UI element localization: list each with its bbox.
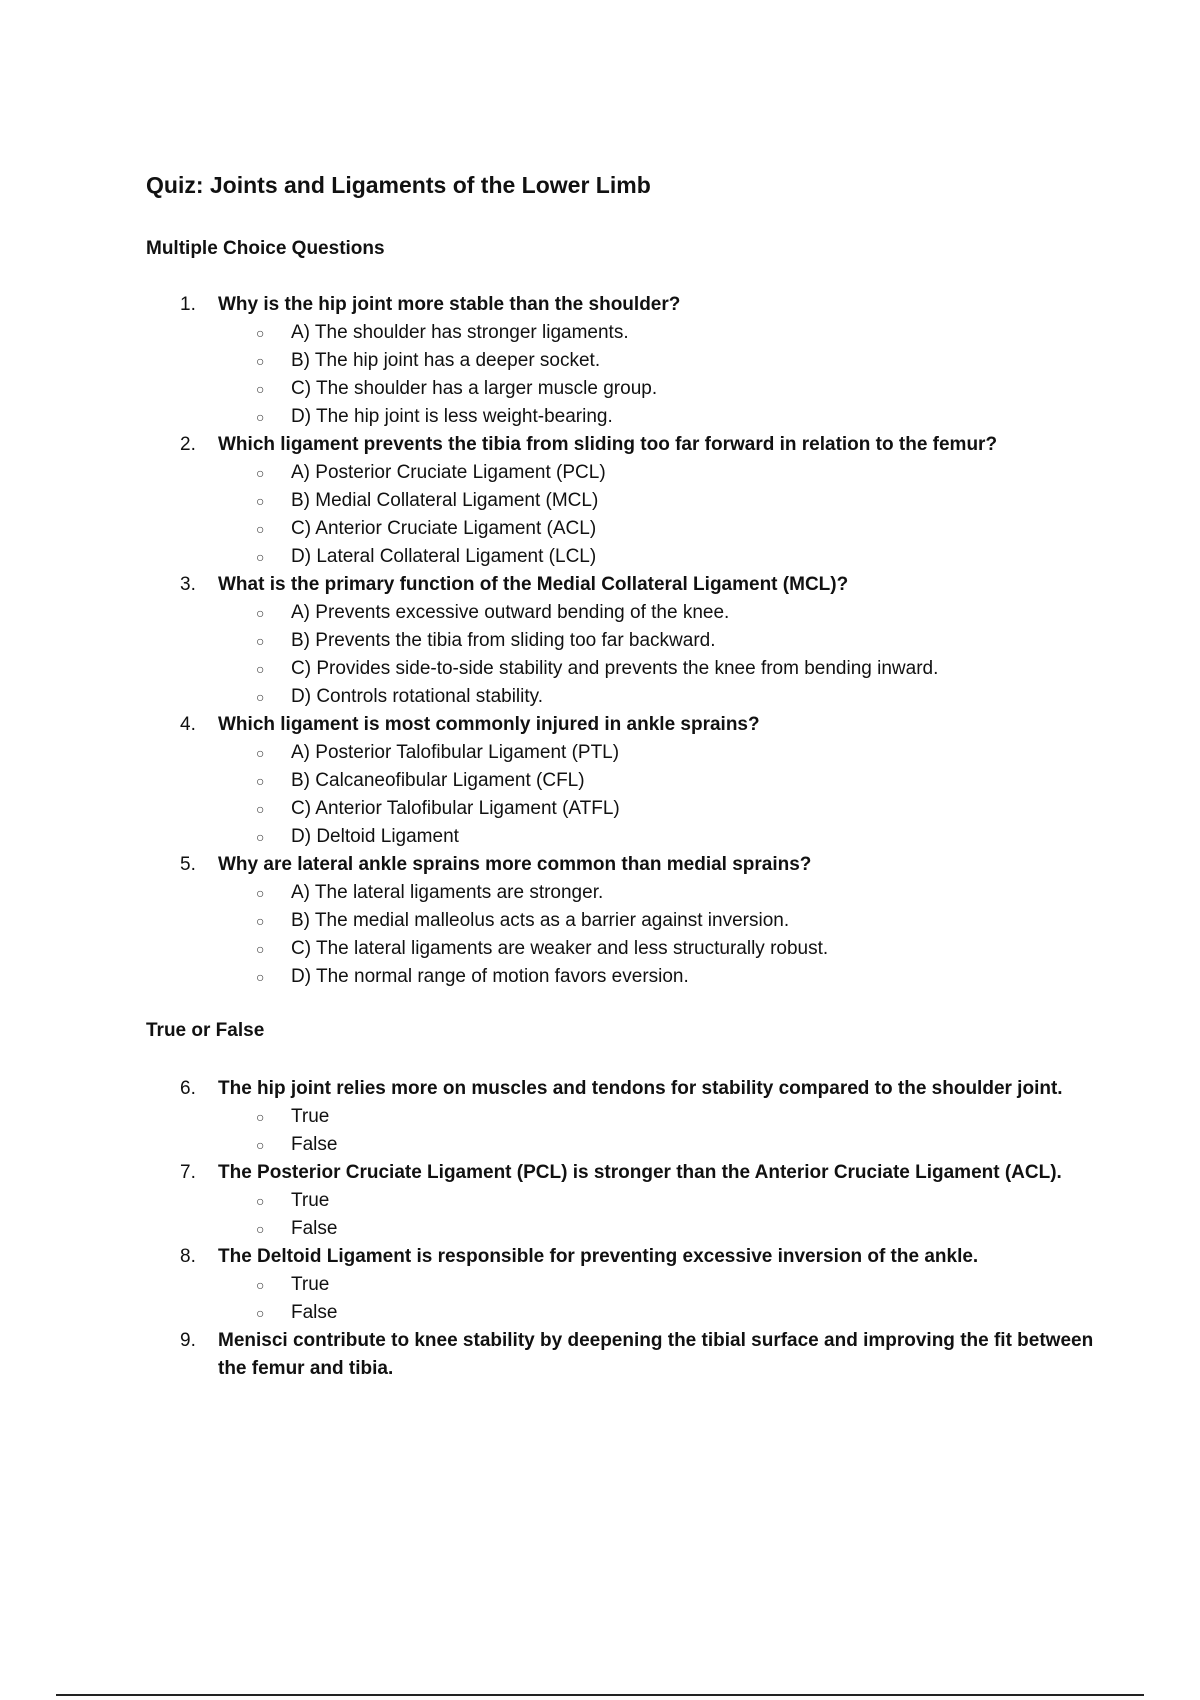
answer-option-text: True	[291, 1106, 330, 1127]
question-item	[0, 1243, 1098, 1271]
answer-options	[0, 1187, 1200, 1243]
answer-option	[0, 459, 1200, 487]
answer-option-text: B) Calcaneofibular Ligament (CFL)	[291, 770, 585, 791]
hollow-circle-bullet-icon: ○	[256, 913, 265, 929]
answer-option	[0, 1215, 1200, 1243]
hollow-circle-bullet-icon: ○	[256, 745, 265, 761]
question-number: 9.	[180, 1330, 196, 1351]
question-number: 7.	[180, 1162, 196, 1183]
answer-option	[0, 795, 1200, 823]
answer-option	[0, 935, 1200, 963]
answer-option-text: D) Controls rotational stability.	[291, 686, 544, 707]
hollow-circle-bullet-icon: ○	[256, 829, 265, 845]
answer-option	[0, 599, 1200, 627]
answer-option-text: False	[291, 1302, 338, 1323]
hollow-circle-bullet-icon: ○	[256, 605, 265, 621]
section-heading-true-false: True or False	[146, 1020, 265, 1041]
answer-options	[0, 1271, 1200, 1327]
answer-option	[0, 907, 1200, 935]
question-number: 3.	[180, 574, 196, 595]
answer-option	[0, 319, 1200, 347]
hollow-circle-bullet-icon: ○	[256, 549, 265, 565]
question-item	[0, 431, 1098, 459]
question-item	[0, 291, 1098, 319]
answer-option-text: False	[291, 1134, 338, 1155]
question-item	[0, 1327, 1098, 1383]
answer-option	[0, 1103, 1200, 1131]
question-text: Menisci contribute to knee stability by deepening the tibial surface and improving the fit between the femur and tibia.	[218, 1330, 1094, 1379]
answer-option-text: C) Provides side-to-side stability and prevents the knee from bending inward.	[291, 658, 939, 679]
answer-option-text: A) Posterior Cruciate Ligament (PCL)	[291, 462, 606, 483]
answer-options	[0, 319, 1200, 431]
hollow-circle-bullet-icon: ○	[256, 325, 265, 341]
hollow-circle-bullet-icon: ○	[256, 1137, 265, 1153]
answer-option	[0, 683, 1200, 711]
answer-option	[0, 487, 1200, 515]
answer-option	[0, 515, 1200, 543]
answer-option	[0, 739, 1200, 767]
answer-option	[0, 375, 1200, 403]
question-item	[0, 711, 1098, 739]
answer-option	[0, 347, 1200, 375]
hollow-circle-bullet-icon: ○	[256, 1109, 265, 1125]
answer-option	[0, 767, 1200, 795]
answer-option-text: A) Posterior Talofibular Ligament (PTL)	[291, 742, 620, 763]
answer-option-text: C) Anterior Cruciate Ligament (ACL)	[291, 518, 597, 539]
hollow-circle-bullet-icon: ○	[256, 1221, 265, 1237]
answer-options	[0, 879, 1200, 991]
hollow-circle-bullet-icon: ○	[256, 1277, 265, 1293]
answer-options	[0, 1103, 1200, 1159]
answer-option-text: D) Deltoid Ligament	[291, 826, 459, 847]
hollow-circle-bullet-icon: ○	[256, 689, 265, 705]
hollow-circle-bullet-icon: ○	[256, 885, 265, 901]
question-item	[0, 571, 1098, 599]
answer-option-text: D) The normal range of motion favors eversion.	[291, 966, 689, 987]
answer-option-text: B) Medial Collateral Ligament (MCL)	[291, 490, 599, 511]
answer-options	[0, 459, 1200, 571]
hollow-circle-bullet-icon: ○	[256, 969, 265, 985]
hollow-circle-bullet-icon: ○	[256, 381, 265, 397]
answer-option	[0, 655, 1200, 683]
question-text: The Posterior Cruciate Ligament (PCL) is stronger than the Anterior Cruciate Ligament (ACL).	[218, 1162, 1062, 1183]
answer-option-text: C) Anterior Talofibular Ligament (ATFL)	[291, 798, 620, 819]
question-number: 6.	[180, 1078, 196, 1099]
answer-option	[0, 1131, 1200, 1159]
question-number: 5.	[180, 854, 196, 875]
section-heading-multiple-choice: Multiple Choice Questions	[146, 238, 385, 259]
answer-option-text: B) The medial malleolus acts as a barrier against inversion.	[291, 910, 790, 931]
hollow-circle-bullet-icon: ○	[256, 493, 265, 509]
question-item	[0, 1159, 1098, 1187]
answer-option-text: D) The hip joint is less weight-bearing.	[291, 406, 613, 427]
answer-option-text: B) Prevents the tibia from sliding too far backward.	[291, 630, 716, 651]
hollow-circle-bullet-icon: ○	[256, 633, 265, 649]
answer-option-text: True	[291, 1190, 330, 1211]
answer-option-text: C) The shoulder has a larger muscle group.	[291, 378, 658, 399]
page-bottom-rule	[56, 1694, 1144, 1696]
hollow-circle-bullet-icon: ○	[256, 465, 265, 481]
answer-option-text: A) The shoulder has stronger ligaments.	[291, 322, 629, 343]
answer-option	[0, 543, 1200, 571]
hollow-circle-bullet-icon: ○	[256, 409, 265, 425]
answer-option	[0, 823, 1200, 851]
answer-option-text: A) Prevents excessive outward bending of the knee.	[291, 602, 730, 623]
question-text: Why are lateral ankle sprains more common than medial sprains?	[218, 854, 812, 875]
question-text: Which ligament is most commonly injured in ankle sprains?	[218, 714, 760, 735]
multiple-choice-list	[0, 291, 1200, 991]
question-text: The Deltoid Ligament is responsible for preventing excessive inversion of the ankle.	[218, 1246, 979, 1267]
answer-option-text: C) The lateral ligaments are weaker and less structurally robust.	[291, 938, 829, 959]
hollow-circle-bullet-icon: ○	[256, 1193, 265, 1209]
question-text: What is the primary function of the Medial Collateral Ligament (MCL)?	[218, 574, 849, 595]
answer-option-text: False	[291, 1218, 338, 1239]
answer-option-text: A) The lateral ligaments are stronger.	[291, 882, 604, 903]
answer-options	[0, 599, 1200, 711]
question-number: 1.	[180, 294, 196, 315]
question-item	[0, 1075, 1098, 1103]
hollow-circle-bullet-icon: ○	[256, 521, 265, 537]
question-text: Which ligament prevents the tibia from sliding too far forward in relation to the femur?	[218, 434, 998, 455]
answer-option-text: B) The hip joint has a deeper socket.	[291, 350, 601, 371]
answer-option	[0, 1299, 1200, 1327]
hollow-circle-bullet-icon: ○	[256, 353, 265, 369]
answer-option	[0, 627, 1200, 655]
question-item	[0, 851, 1098, 879]
answer-option	[0, 879, 1200, 907]
true-false-list	[0, 1075, 1200, 1383]
question-number: 2.	[180, 434, 196, 455]
hollow-circle-bullet-icon: ○	[256, 1305, 265, 1321]
answer-option	[0, 963, 1200, 991]
hollow-circle-bullet-icon: ○	[256, 661, 265, 677]
question-text: The hip joint relies more on muscles and tendons for stability compared to the shoulder joint.	[218, 1078, 1063, 1099]
hollow-circle-bullet-icon: ○	[256, 773, 265, 789]
question-number: 4.	[180, 714, 196, 735]
quiz-title: Quiz: Joints and Ligaments of the Lower Limb	[146, 172, 651, 198]
question-text: Why is the hip joint more stable than the shoulder?	[218, 294, 681, 315]
answer-option	[0, 1187, 1200, 1215]
answer-option	[0, 403, 1200, 431]
question-number: 8.	[180, 1246, 196, 1267]
hollow-circle-bullet-icon: ○	[256, 801, 265, 817]
hollow-circle-bullet-icon: ○	[256, 941, 265, 957]
answer-option	[0, 1271, 1200, 1299]
answer-options	[0, 739, 1200, 851]
answer-option-text: D) Lateral Collateral Ligament (LCL)	[291, 546, 597, 567]
answer-option-text: True	[291, 1274, 330, 1295]
